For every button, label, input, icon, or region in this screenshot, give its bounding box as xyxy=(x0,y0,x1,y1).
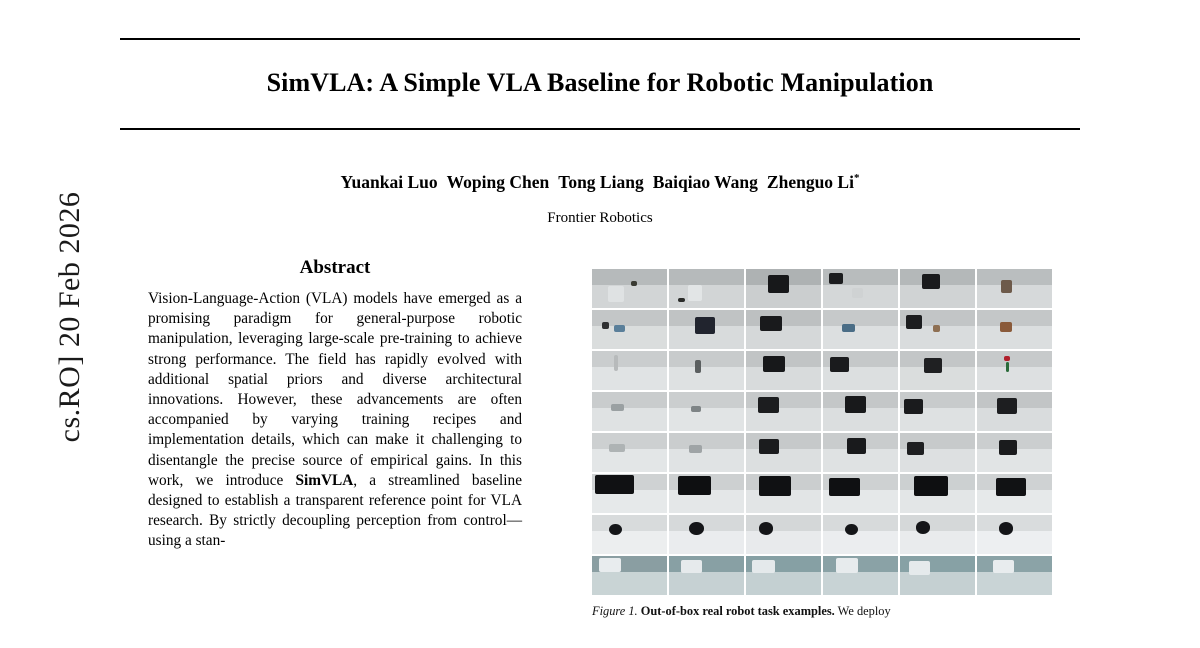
figure-cell xyxy=(900,556,975,595)
figure-cell xyxy=(746,351,821,390)
author-1: Woping Chen xyxy=(446,172,550,192)
abstract-text xyxy=(148,289,522,551)
figure-cell-object xyxy=(681,560,703,574)
figure-cell-floor xyxy=(669,285,744,308)
figure-cell-object xyxy=(602,322,609,328)
figure-cell-object xyxy=(904,399,923,414)
figure-cell-object xyxy=(595,475,634,494)
figure-cell-object xyxy=(852,288,864,298)
figure-cell-object xyxy=(842,324,855,333)
figure-cell xyxy=(746,474,821,513)
figure-cell xyxy=(823,433,898,472)
figure-cell-object xyxy=(933,325,940,332)
figure-cell-object xyxy=(695,360,701,374)
figure-image-grid xyxy=(592,269,1052,595)
figure-cell xyxy=(900,269,975,308)
figure-cell-object xyxy=(688,285,702,301)
figure-cell-object xyxy=(759,476,791,496)
figure-cell-floor xyxy=(592,408,667,431)
figure-cell-floor xyxy=(900,531,975,554)
abstract-bold-simvla: SimVLA xyxy=(295,471,354,489)
figure-cell-object xyxy=(907,442,924,456)
figure-cell xyxy=(977,433,1052,472)
figure-cell xyxy=(669,515,744,554)
figure-cell xyxy=(823,351,898,390)
figure-cell-floor xyxy=(823,572,898,595)
figure-cell xyxy=(592,556,667,595)
figure-cell-object xyxy=(836,558,858,573)
figure-cell xyxy=(823,515,898,554)
figure-caption-rest: We deploy xyxy=(834,604,891,618)
figure-cell-object xyxy=(1006,362,1009,372)
figure-cell-object xyxy=(760,316,782,331)
figure-cell-object xyxy=(993,560,1015,574)
figure-cell-floor xyxy=(592,285,667,308)
figure-cell xyxy=(977,515,1052,554)
figure-cell-object xyxy=(996,478,1026,497)
figure-cell-object xyxy=(691,406,701,412)
figure-cell-floor xyxy=(669,572,744,595)
figure-cell-object xyxy=(678,298,685,303)
figure-cell-floor xyxy=(669,408,744,431)
figure-cell xyxy=(977,310,1052,349)
figure-cell-floor xyxy=(592,367,667,390)
figure-cell-object xyxy=(759,439,779,454)
figure-cell-object xyxy=(829,478,861,497)
figure-cell xyxy=(900,351,975,390)
figure-cell-object xyxy=(829,273,843,284)
abstract-heading: Abstract xyxy=(299,257,371,278)
figure-cell-floor xyxy=(977,367,1052,390)
title-rule-bottom xyxy=(120,128,1080,130)
figure-cell-object xyxy=(999,522,1013,534)
figure-cell-floor xyxy=(977,572,1052,595)
figure-cell-object xyxy=(752,560,775,574)
figure-cell xyxy=(592,269,667,308)
figure-cell-floor xyxy=(592,449,667,472)
figure-cell-object xyxy=(997,398,1017,414)
figure-cell xyxy=(977,269,1052,308)
figure-cell-object xyxy=(1000,322,1012,332)
figure-cell-floor xyxy=(977,285,1052,308)
figure-cell xyxy=(746,556,821,595)
figure-cell xyxy=(746,392,821,431)
figure-cell-floor xyxy=(823,531,898,554)
figure-cell-object xyxy=(1001,280,1011,292)
figure-cell-object xyxy=(611,404,624,410)
author-4: Zhenguo Li xyxy=(766,172,854,192)
figure-cell-object xyxy=(608,286,624,302)
figure-cell xyxy=(669,310,744,349)
figure-cell-object xyxy=(845,524,858,535)
figure-cell-floor xyxy=(977,326,1052,349)
figure-cell xyxy=(592,474,667,513)
author-2: Tong Liang xyxy=(558,172,644,192)
abstract-part-2: , a streamlined baseline designed to establish a transparent reference point for VLA research. By strictly decoupling perception from control—using a stan- xyxy=(148,471,522,550)
arxiv-stamp xyxy=(0,0,100,648)
figure-cell-object xyxy=(847,438,866,454)
figure-cell xyxy=(746,310,821,349)
figure-cell xyxy=(977,556,1052,595)
figure-cell xyxy=(900,433,975,472)
figure-cell xyxy=(977,392,1052,431)
figure-cell-object xyxy=(1004,356,1010,361)
right-column xyxy=(592,257,1052,619)
figure-caption xyxy=(592,603,1052,619)
figure-cell-object xyxy=(609,524,622,535)
figure-cell-object xyxy=(678,476,711,495)
figure-cell xyxy=(592,310,667,349)
figure-cell xyxy=(746,515,821,554)
figure-cell-floor xyxy=(746,572,821,595)
figure-cell-object xyxy=(631,281,637,286)
paper-page xyxy=(100,0,1100,648)
figure-cell-object xyxy=(599,558,621,572)
figure-cell-floor xyxy=(592,326,667,349)
figure-cell xyxy=(977,474,1052,513)
figure-cell xyxy=(669,351,744,390)
figure-cell-object xyxy=(695,317,715,333)
figure-cell-object xyxy=(999,440,1018,455)
figure-cell-object xyxy=(689,522,703,534)
figure-cell-object xyxy=(768,275,790,292)
affiliation: Frontier Robotics xyxy=(547,210,653,226)
figure-cell-floor xyxy=(977,531,1052,554)
figure-cell-floor xyxy=(669,449,744,472)
figure-cell xyxy=(669,474,744,513)
author-list xyxy=(100,172,1100,193)
figure-cell-object xyxy=(906,315,922,329)
page-title: SimVLA: A Simple VLA Baseline for Robotic Manipulation xyxy=(266,68,934,97)
figure-cell xyxy=(900,515,975,554)
figure-cell-floor xyxy=(823,326,898,349)
arxiv-stamp-text: cs.RO] 20 Feb 2026 xyxy=(53,191,86,443)
figure-caption-bold: Out-of-box real robot task examples. xyxy=(640,604,835,618)
figure-cell-floor xyxy=(669,367,744,390)
abstract-part-1: Vision-Language-Action (VLA) models have emerged as a promising paradigm for general-purpose robotic manipulation, leveraging large-scale pre-training to achieve strong performance. The field has rapidly evolved with additional spatial priors and diverse architectural innovations. However, these advancements are often accompanied by varying training recipes and implementation details, which can make it challenging to disentangle the precise source of empirical gains. In this work, we introduce xyxy=(148,290,522,489)
figure-cell-object xyxy=(830,357,849,372)
figure-cell-object xyxy=(609,444,625,451)
figure-cell xyxy=(592,351,667,390)
figure-cell-object xyxy=(909,561,931,575)
figure-cell-floor xyxy=(746,449,821,472)
author-3: Baiqiao Wang xyxy=(652,172,758,192)
figure-cell-floor xyxy=(900,572,975,595)
figure-cell-floor xyxy=(669,531,744,554)
figure-cell xyxy=(823,310,898,349)
figure-cell xyxy=(592,515,667,554)
figure-cell-floor xyxy=(746,326,821,349)
figure-cell-floor xyxy=(592,572,667,595)
figure-cell-object xyxy=(924,358,941,373)
figure-cell xyxy=(823,392,898,431)
body-columns xyxy=(100,257,1100,619)
figure-cell-object xyxy=(614,325,626,332)
figure-cell xyxy=(823,269,898,308)
figure-cell xyxy=(746,269,821,308)
figure-label: Figure 1. xyxy=(592,604,638,618)
figure-cell xyxy=(977,351,1052,390)
figure-cell xyxy=(669,556,744,595)
figure-cell-object xyxy=(845,396,867,413)
figure-cell-object xyxy=(759,522,773,534)
left-column xyxy=(148,257,522,619)
figure-cell-object xyxy=(758,397,780,413)
figure-cell-object xyxy=(689,445,702,452)
figure-cell-object xyxy=(922,274,941,289)
figure-cell-object xyxy=(914,476,947,496)
figure-cell xyxy=(669,269,744,308)
figure-cell xyxy=(592,392,667,431)
figure-cell xyxy=(592,433,667,472)
figure-cell xyxy=(900,474,975,513)
figure-cell-floor xyxy=(592,531,667,554)
figure-cell xyxy=(900,310,975,349)
figure-cell-object xyxy=(916,521,930,533)
figure-cell xyxy=(669,433,744,472)
figure-cell-object xyxy=(763,356,785,372)
figure-cell-floor xyxy=(746,531,821,554)
figure-cell xyxy=(900,392,975,431)
figure-cell-object xyxy=(614,355,618,371)
figure-cell xyxy=(746,433,821,472)
author-0: Yuankai Luo xyxy=(340,172,438,192)
figure-cell xyxy=(823,556,898,595)
author-4-footnote-marker: * xyxy=(853,172,860,185)
figure-cell xyxy=(823,474,898,513)
figure-cell xyxy=(669,392,744,431)
